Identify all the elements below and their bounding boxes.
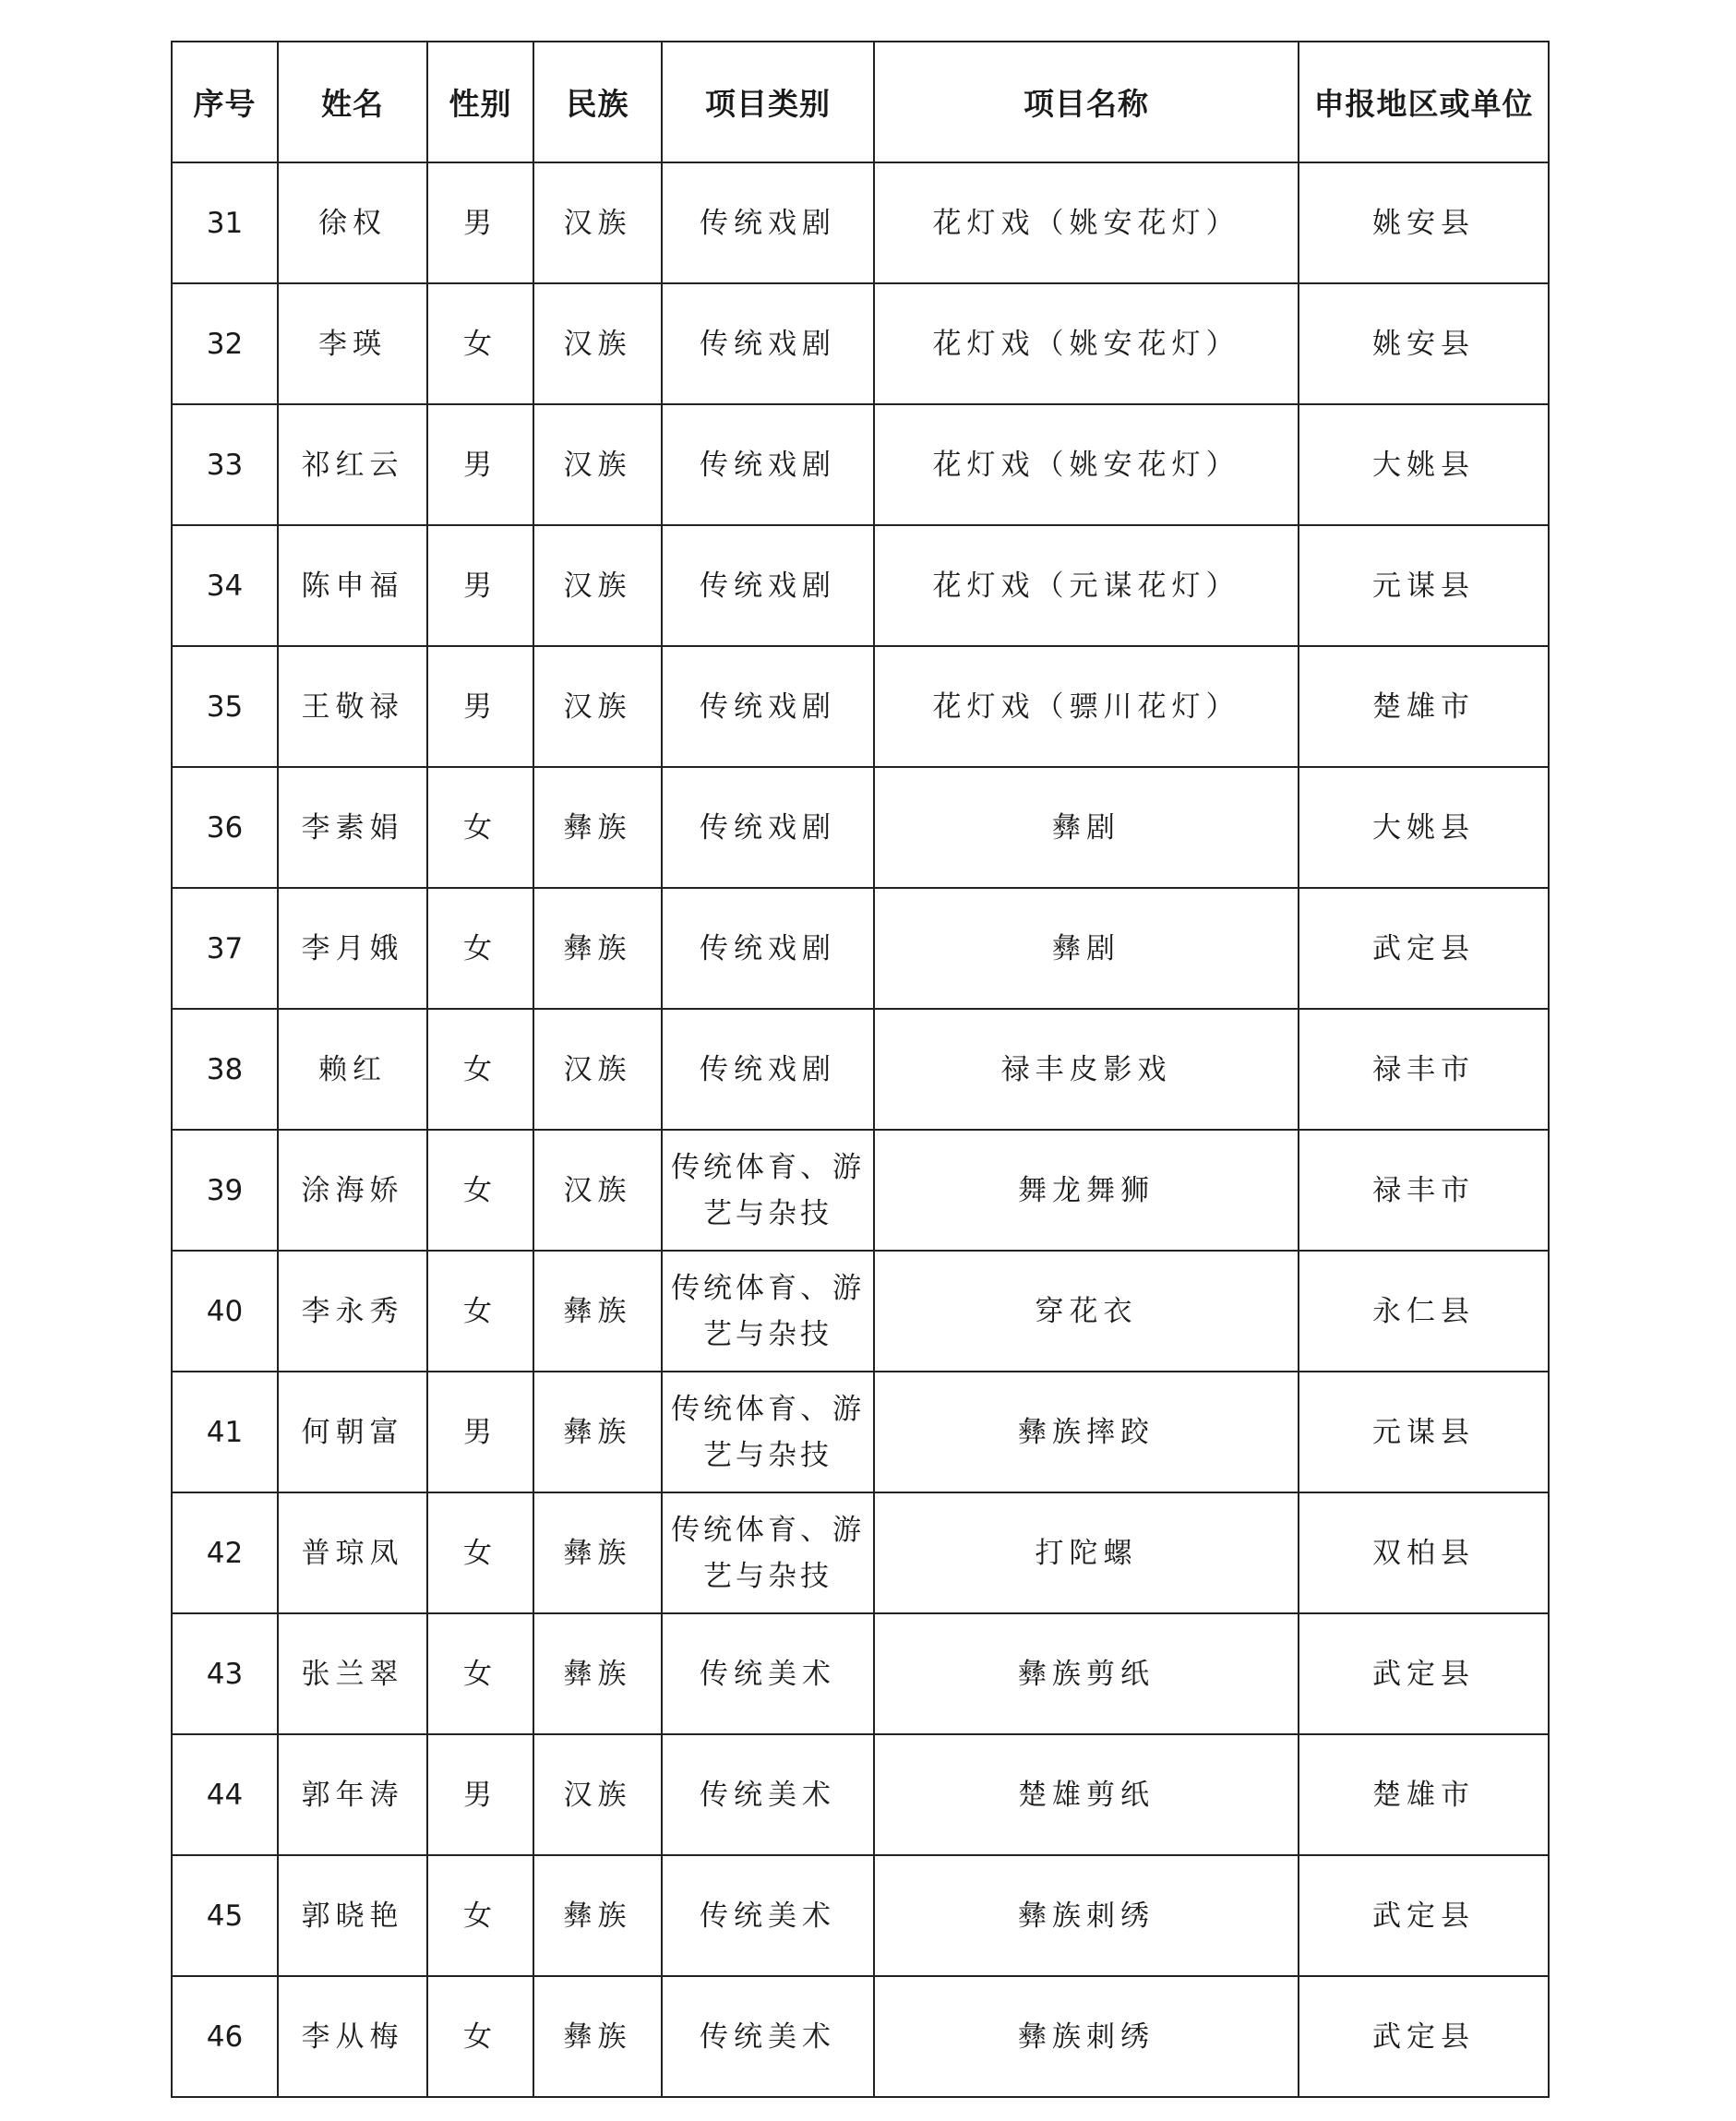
cell-project-category: 传统戏剧 [662,525,874,646]
table-row [172,404,1549,525]
table-row [172,162,1549,283]
cell-ethnicity: 彝族 [533,767,662,888]
cell-index: 33 [172,404,278,525]
cell-region: 武定县 [1299,888,1549,1009]
cell-ethnicity: 汉族 [533,525,662,646]
cell-index: 32 [172,283,278,404]
table-row [172,767,1549,888]
cell-name: 徐权 [278,162,427,283]
cell-ethnicity: 彝族 [533,1251,662,1372]
cell-project-category: 传统美术 [662,1976,874,2097]
header-project-category: 项目类别 [662,42,874,162]
cell-index: 36 [172,767,278,888]
cell-name: 郭晓艳 [278,1855,427,1976]
cell-project-category: 传统戏剧 [662,283,874,404]
inheritors-table [171,41,1550,2098]
table-row [172,888,1549,1009]
table-row [172,1976,1549,2097]
cell-index: 38 [172,1009,278,1130]
cell-index: 34 [172,525,278,646]
cell-name: 李从梅 [278,1976,427,2097]
table-row [172,1855,1549,1976]
cell-region: 元谋县 [1299,525,1549,646]
cell-project-category: 传统美术 [662,1613,874,1734]
cell-project-category: 传统戏剧 [662,888,874,1009]
table-row [172,1251,1549,1372]
cell-index: 46 [172,1976,278,2097]
cell-name: 王敬禄 [278,646,427,767]
table-body [172,162,1549,2097]
cell-ethnicity: 汉族 [533,646,662,767]
cell-region: 武定县 [1299,1855,1549,1976]
cell-index: 37 [172,888,278,1009]
cell-index: 44 [172,1734,278,1855]
cell-gender: 女 [427,1613,533,1734]
cell-index: 45 [172,1855,278,1976]
cell-region: 永仁县 [1299,1251,1549,1372]
table-row [172,646,1549,767]
cell-name: 李瑛 [278,283,427,404]
cell-ethnicity: 彝族 [533,1976,662,2097]
cell-name: 陈申福 [278,525,427,646]
cell-project-name: 彝族剪纸 [874,1613,1299,1734]
cell-project-name: 花灯戏（姚安花灯） [874,162,1299,283]
header-gender: 性别 [427,42,533,162]
cell-ethnicity: 汉族 [533,162,662,283]
cell-project-category: 传统戏剧 [662,1009,874,1130]
cell-project-category: 传统戏剧 [662,646,874,767]
header-project-name: 项目名称 [874,42,1299,162]
cell-name: 何朝富 [278,1372,427,1492]
cell-region: 楚雄市 [1299,1734,1549,1855]
cell-ethnicity: 汉族 [533,1130,662,1251]
cell-region: 武定县 [1299,1613,1549,1734]
cell-index: 35 [172,646,278,767]
cell-name: 涂海娇 [278,1130,427,1251]
cell-project-category: 传统体育、游艺与杂技 [662,1130,874,1251]
cell-project-name: 彝剧 [874,888,1299,1009]
cell-index: 31 [172,162,278,283]
cell-name: 赖红 [278,1009,427,1130]
table-row [172,525,1549,646]
cell-region: 大姚县 [1299,767,1549,888]
cell-gender: 女 [427,767,533,888]
table-row [172,1613,1549,1734]
cell-region: 禄丰市 [1299,1130,1549,1251]
cell-gender: 男 [427,1372,533,1492]
header-ethnicity: 民族 [533,42,662,162]
table-header-row [172,42,1549,162]
cell-name: 郭年涛 [278,1734,427,1855]
cell-project-name: 穿花衣 [874,1251,1299,1372]
cell-ethnicity: 彝族 [533,888,662,1009]
cell-gender: 女 [427,1130,533,1251]
cell-ethnicity: 彝族 [533,1372,662,1492]
cell-name: 祁红云 [278,404,427,525]
table-row [172,1009,1549,1130]
cell-index: 43 [172,1613,278,1734]
cell-project-category: 传统戏剧 [662,162,874,283]
table-row [172,283,1549,404]
cell-project-name: 彝剧 [874,767,1299,888]
cell-project-category: 传统体育、游艺与杂技 [662,1251,874,1372]
cell-name: 李素娟 [278,767,427,888]
cell-project-name: 楚雄剪纸 [874,1734,1299,1855]
header-index: 序号 [172,42,278,162]
cell-region: 姚安县 [1299,283,1549,404]
cell-index: 42 [172,1492,278,1613]
cell-project-name: 花灯戏（骠川花灯） [874,646,1299,767]
cell-gender: 女 [427,1492,533,1613]
cell-index: 41 [172,1372,278,1492]
cell-project-name: 彝族刺绣 [874,1855,1299,1976]
table-row [172,1492,1549,1613]
cell-gender: 女 [427,1976,533,2097]
cell-gender: 女 [427,1251,533,1372]
cell-project-name: 舞龙舞狮 [874,1130,1299,1251]
cell-gender: 男 [427,404,533,525]
cell-region: 姚安县 [1299,162,1549,283]
cell-project-category: 传统戏剧 [662,767,874,888]
cell-gender: 男 [427,525,533,646]
cell-ethnicity: 彝族 [533,1492,662,1613]
cell-region: 武定县 [1299,1976,1549,2097]
cell-name: 李永秀 [278,1251,427,1372]
cell-gender: 女 [427,1009,533,1130]
cell-project-category: 传统美术 [662,1734,874,1855]
cell-ethnicity: 汉族 [533,283,662,404]
cell-gender: 男 [427,1734,533,1855]
header-name: 姓名 [278,42,427,162]
cell-gender: 女 [427,283,533,404]
cell-gender: 女 [427,1855,533,1976]
cell-project-category: 传统美术 [662,1855,874,1976]
cell-project-name: 禄丰皮影戏 [874,1009,1299,1130]
cell-region: 楚雄市 [1299,646,1549,767]
cell-ethnicity: 汉族 [533,1009,662,1130]
cell-gender: 男 [427,162,533,283]
cell-index: 39 [172,1130,278,1251]
cell-ethnicity: 彝族 [533,1613,662,1734]
cell-project-name: 花灯戏（元谋花灯） [874,525,1299,646]
cell-name: 普琼凤 [278,1492,427,1613]
cell-name: 张兰翠 [278,1613,427,1734]
cell-ethnicity: 彝族 [533,1855,662,1976]
cell-project-category: 传统体育、游艺与杂技 [662,1372,874,1492]
cell-project-category: 传统体育、游艺与杂技 [662,1492,874,1613]
cell-region: 大姚县 [1299,404,1549,525]
cell-gender: 男 [427,646,533,767]
header-region: 申报地区或单位 [1299,42,1549,162]
cell-project-name: 彝族摔跤 [874,1372,1299,1492]
cell-project-name: 彝族刺绣 [874,1976,1299,2097]
cell-region: 元谋县 [1299,1372,1549,1492]
cell-project-name: 打陀螺 [874,1492,1299,1613]
cell-region: 禄丰市 [1299,1009,1549,1130]
cell-index: 40 [172,1251,278,1372]
table-row [172,1734,1549,1855]
cell-name: 李月娥 [278,888,427,1009]
cell-gender: 女 [427,888,533,1009]
cell-project-name: 花灯戏（姚安花灯） [874,404,1299,525]
cell-project-name: 花灯戏（姚安花灯） [874,283,1299,404]
cell-ethnicity: 汉族 [533,1734,662,1855]
cell-project-category: 传统戏剧 [662,404,874,525]
table-row [172,1372,1549,1492]
cell-region: 双柏县 [1299,1492,1549,1613]
cell-ethnicity: 汉族 [533,404,662,525]
table-row [172,1130,1549,1251]
